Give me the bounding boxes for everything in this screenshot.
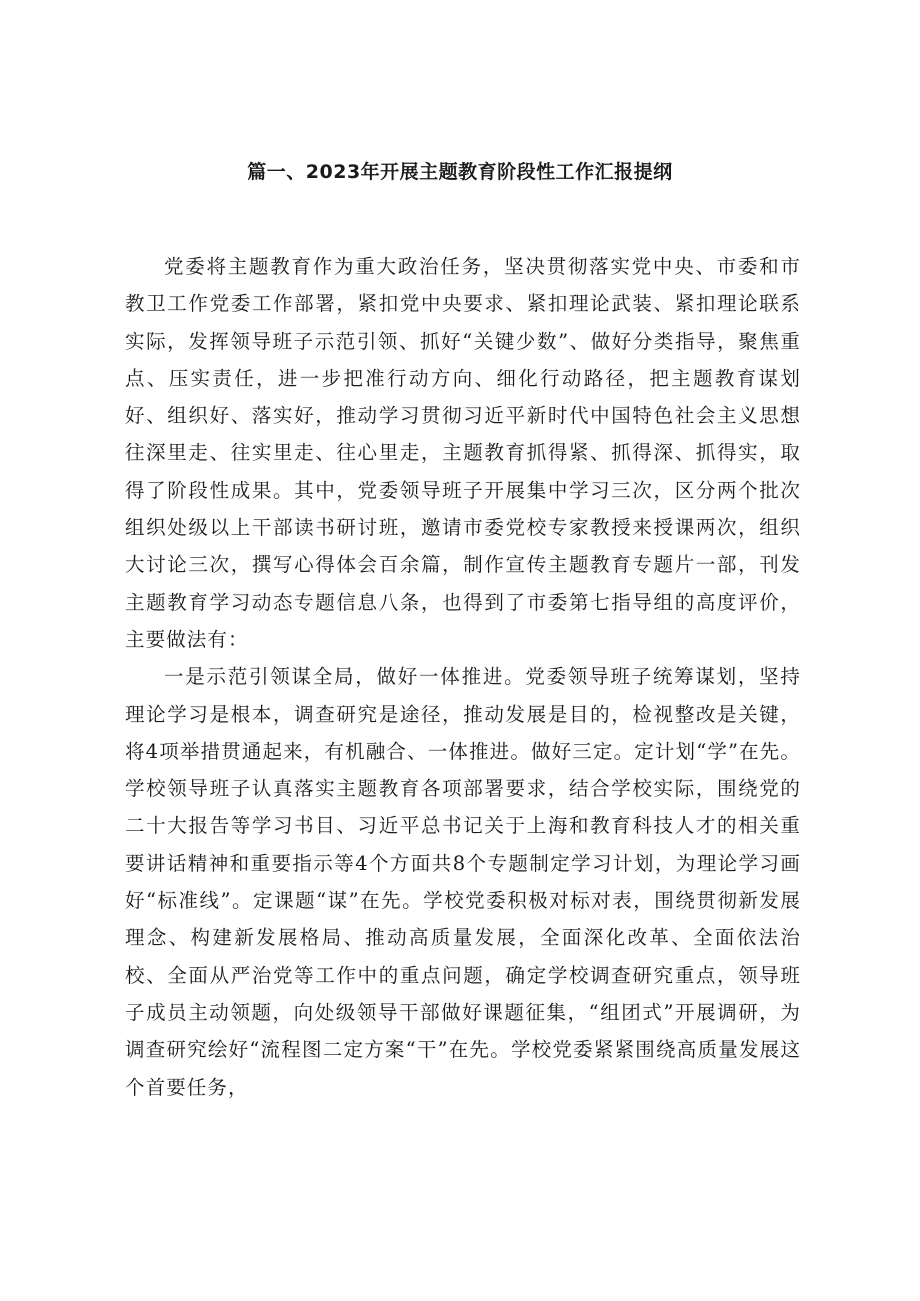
paragraph-intro: 党委将主题教育作为重大政治任务，坚决贯彻落实党中央、市委和市教卫工作党委工作部署，紧扣党中央要求、紧扣理论武装、紧扣理论联系实际，发挥领导班子示范引领、抓好“关键少数”、做好分类指导，聚焦重点、压实责任，进一步把准行动方向、细化行动路径，把主题教育谋划好、组织好、落实好，推动学习贯彻习近平新时代中国特色社会主义思想往深里走、往实里走、往心里走，主题教育抓得紧、抓得深、抓得实，取得了阶段性成果。其中，党委领导班子开展集中学习三次，区分两个批次组织处级以上干部读书研讨班，邀请市委党校专家教授来授课两次，组织大讨论三次，撰写心得体会百余篇，制作宣传主题教育专题片一部，刊发主题教育学习动态专题信息八条，也得到了市委第七指导组的高度评价，主要做法有：: [125, 255, 801, 651]
paragraph-point-one: 一是示范引领谋全局，做好一体推进。党委领导班子统筹谋划，坚持理论学习是根本，调查研究是途径，推动发展是目的，检视整改是关键，将4项举措贯通起来，有机融合、一体推进。做好三定。定计划“学”在先。学校领导班子认真落实主题教育各项部署要求，结合学校实际，围绕党的二十大报告等学习书目、习近平总书记关于上海和教育科技人才的相关重要讲话精神和重要指示等4个方面共8个专题制定学习计划，为理论学习画好“标准线”。定课题“谋”在先。学校党委积极对标对表，围绕贯彻新发展理念、构建新发展格局、推动高质量发展，全面深化改革、全面依法治校、全面从严治党等工作中的重点问题，确定学校调查研究重点，领导班子成员主动领题，向处级领导干部做好课题征集，“组团式”开展调研，为调查研究绘好“流程图二定方案“干”在先。学校党委紧紧围绕高质量发展这个首要任务，: [125, 665, 801, 1099]
document-body: [125, 248, 801, 1106]
document-title: 篇一、2023年开展主题教育阶段性工作汇报提纲: [247, 161, 673, 183]
